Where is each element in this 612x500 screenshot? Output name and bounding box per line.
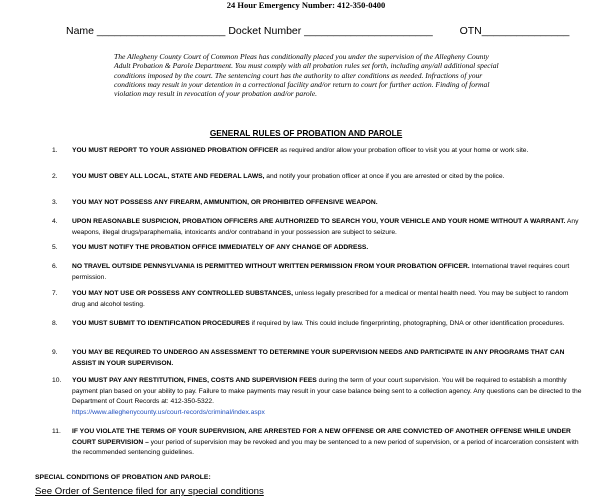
rule-rest: and notify your probation officer at once if you are arrested or cited by the police. xyxy=(264,173,505,180)
docket-number-field[interactable]: Docket Number ______________________ xyxy=(228,25,433,37)
rule-bold: YOU MUST SUBMIT TO IDENTIFICATION PROCEDURES xyxy=(72,320,250,327)
rules-title: GENERAL RULES OF PROBATION AND PAROLE xyxy=(209,128,403,138)
rule-text xyxy=(72,172,582,183)
rule-text xyxy=(72,319,582,330)
special-conditions-heading: SPECIAL CONDITIONS OF PROBATION AND PAROLE: xyxy=(35,474,211,481)
rule-rest: Any weapons, illegal drugs/paraphernalia, intoxicants and/or contraband in your possession are subject to seizure. xyxy=(72,218,579,236)
rule-number: 1. xyxy=(52,147,58,154)
special-conditions-link[interactable]: See Order of Sentence filed for any special conditions xyxy=(35,486,264,497)
identification-fields xyxy=(66,25,606,37)
rule-rest: International travel requires court permission. xyxy=(72,263,570,281)
name-field[interactable]: Name ______________________ xyxy=(66,25,226,37)
rule-bold: YOU MUST NOTIFY THE PROBATION OFFICE IMMEDIATELY OF ANY CHANGE OF ADDRESS. xyxy=(72,244,369,251)
rule-number: 11. xyxy=(52,428,61,435)
rule-bold: YOU MAY BE REQUIRED TO UNDERGO AN ASSESSMENT TO DETERMINE YOUR SUPERVISION NEEDS AND PARTICIPATE IN ANY PROGRAMS THAT CAN ASSIST IN YOUR SUPERVISON. xyxy=(72,349,565,367)
rule-rest: your period of supervision may be revoked and you may be sentenced to a new period of supervision, or a period of incarceration consistent with the recommended sentencing guidelines. xyxy=(72,438,579,456)
rule-bold: YOU MUST OBEY ALL LOCAL, STATE AND FEDERAL LAWS, xyxy=(72,173,265,180)
rule-number: 7. xyxy=(52,290,58,297)
rule-text xyxy=(72,262,582,283)
rule-number: 3. xyxy=(52,199,58,206)
rule-rest: as required and/or allow your probation officer to visit you at your home or work site. xyxy=(278,147,529,154)
rule-bold: YOU MUST REPORT TO YOUR ASSIGNED PROBATION OFFICER xyxy=(72,147,279,154)
court-records-link[interactable]: https://www.alleghenycounty.us/court-records/criminal/index.aspx xyxy=(72,408,265,416)
rule-rest: if required by law. This could include fingerprinting, photographing, DNA or other identification procedures. xyxy=(249,320,565,327)
rule-bold: YOU MAY NOT POSSESS ANY FIREARM, AMMUNITION, OR PROHIBITED OFFENSIVE WEAPON. xyxy=(72,199,378,206)
rule-bold: IF YOU VIOLATE THE TERMS OF YOUR SUPERVISION, ARE ARRESTED FOR A NEW OFFENSE OR ARE CONVICTED OF ANOTHER OFFENSE WHILE UNDER COURT SUPERVISION – xyxy=(72,428,571,446)
rule-text xyxy=(72,217,582,238)
emergency-number: 24 Hour Emergency Number: 412-350-0400 xyxy=(226,0,386,10)
rule-number: 10. xyxy=(52,377,62,384)
rule-rest: unless legally prescribed for a medical or mental health need. You may be subject to random drug and alcohol testing. xyxy=(72,290,569,308)
rule-text xyxy=(72,146,582,157)
rule-number: 6. xyxy=(52,263,58,270)
rule-rest: during the term of your court supervision. You will be required to establish a monthly payment plan based on your ability to pay. Failure to make payments may result in your case balance being sent to a collection agency. Any questions can be directed to the Department of Court Records at: 412-350-5322. xyxy=(72,377,582,405)
rule-bold: YOU MUST PAY ANY RESTITUTION, FINES, COSTS AND SUPERVISION FEES xyxy=(72,377,317,384)
rule-number: 2. xyxy=(52,173,58,180)
otn-field[interactable]: OTN_______________ xyxy=(459,25,570,37)
rule-number: 8. xyxy=(52,320,58,327)
rule-text xyxy=(72,348,582,369)
rule-number: 5. xyxy=(52,244,58,251)
rule-text xyxy=(72,376,582,418)
rule-text xyxy=(72,289,582,310)
preamble-text: The Allegheny County Court of Common Pleas has conditionally placed you under the supervision of the Allegheny County Adult Probation & Parole Department. You must comply with all probation rules set forth, including any/all additional special conditions imposed by the court. The sentencing court has the authority to alter conditions as needed. Infractions of your conditions may result in your detention in a correctional facility and/or return to court for further action. Finding of formal violation may result in revocation of your probation and/or parole. xyxy=(114,52,499,99)
rule-text xyxy=(72,198,582,209)
rule-bold: UPON REASONABLE SUSPICION, PROBATION OFFICERS ARE AUTHORIZED TO SEARCH YOU, YOUR VEHICLE AND YOUR HOME WITHOUT A WARRANT. xyxy=(72,218,566,225)
rule-text xyxy=(72,427,582,459)
rule-bold: YOU MAY NOT USE OR POSSESS ANY CONTROLLED SUBSTANCES, xyxy=(72,290,293,297)
rule-number: 9. xyxy=(52,349,58,356)
rule-text xyxy=(72,243,582,254)
rule-bold: NO TRAVEL OUTSIDE PENNSYLVANIA IS PERMITTED WITHOUT WRITTEN PERMISSION FROM YOUR PROBATION OFFICER. xyxy=(72,263,470,270)
rule-number: 4. xyxy=(52,218,58,225)
